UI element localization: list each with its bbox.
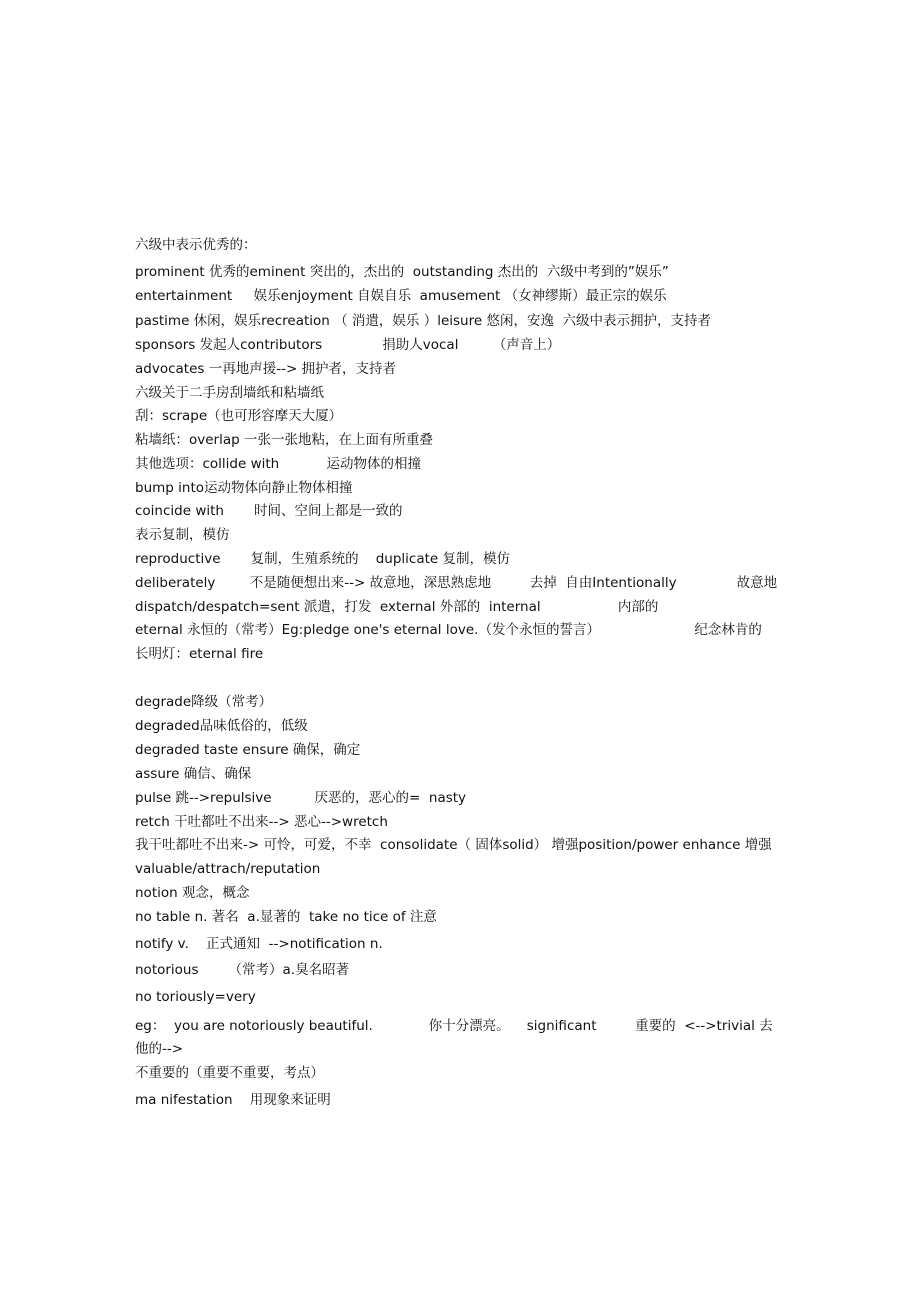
text-line: reproductive 复制，生殖系统的 duplicate 复制，模仿	[135, 551, 511, 567]
text-line: degrade降级（常考）	[135, 694, 273, 710]
text-line: 表示复制，模仿	[135, 527, 230, 543]
text-line: advocates 一再地声援--> 拥护者，支持者	[135, 361, 397, 377]
text-line: retch 干吐都吐不出来--> 恶心-->wretch	[135, 814, 388, 830]
text-line: degraded taste ensure 确保，确定	[135, 742, 361, 758]
text-line: 六级中表示优秀的：	[135, 237, 257, 253]
text-line: pastime 休闲，娱乐recreation （ 消遣，娱乐 ）leisure 悠闲，安逸 六级中表示拥护，支持者	[135, 313, 712, 329]
text-line: 六级关于二手房刮墙纸和粘墙纸	[135, 385, 324, 401]
text-line: pulse 跳-->repulsive 厌恶的，恶心的= nasty	[135, 790, 467, 806]
text-line: notion 观念，概念	[135, 885, 250, 901]
text-line: 刮：scrape（也可形容摩天大厦）	[135, 408, 343, 424]
text-line: notify v. 正式通知 -->notification n.	[135, 936, 383, 952]
text-line: notorious （常考）a.臭名昭著	[135, 962, 350, 978]
text-line: eg： you are notoriously beautiful. 你十分漂亮。 significant 重要的 <-->trivial 去	[135, 1018, 773, 1034]
text-line: 长明灯：eternal fire	[135, 646, 264, 662]
text-line: no toriously=very	[135, 989, 256, 1005]
text-line: eternal 永恒的（常考）Eg:pledge one's eternal love.（发个永恒的誓言） 纪念林肯的	[135, 622, 762, 638]
text-line: prominent 优秀的eminent 突出的，杰出的 outstanding 杰出的 六级中考到的”娱乐”	[135, 264, 669, 280]
text-line: entertainment 娱乐enjoyment 自娱自乐 amusement （女神缪斯）最正宗的娱乐	[135, 288, 667, 304]
text-line: dispatch/despatch=sent 派遣，打发 external 外部的 internal 内部的	[135, 599, 659, 615]
text-line: 其他选项：collide with 运动物体的相撞	[135, 456, 421, 472]
text-line: deliberately 不是随便想出来--> 故意地，深思熟虑地 去掉 自由Intentionally 故意地	[135, 575, 778, 591]
text-line: 不重要的（重要不重要，考点）	[135, 1065, 324, 1081]
text-line: 我干吐都吐不出来-> 可怜，可爱，不幸 consolidate（ 固体solid） 增强position/power enhance 增强	[135, 837, 772, 853]
text-line: ma nifestation 用现象来证明	[135, 1092, 331, 1108]
text-line: coincide with 时间、空间上都是一致的	[135, 503, 403, 519]
text-line: assure 确信、确保	[135, 766, 252, 782]
text-line: sponsors 发起人contributors 捐助人vocal （声音上）	[135, 337, 561, 353]
text-line: 粘墙纸：overlap 一张一张地粘，在上面有所重叠	[135, 432, 433, 448]
text-line: no table n. 著名 a.显著的 take no tice of 注意	[135, 909, 437, 925]
text-line: valuable/attrach/reputation	[135, 861, 321, 877]
text-line: bump into运动物体向静止物体相撞	[135, 480, 353, 496]
text-line: 他的-->	[135, 1041, 184, 1057]
text-line: degraded品味低俗的，低级	[135, 718, 308, 734]
